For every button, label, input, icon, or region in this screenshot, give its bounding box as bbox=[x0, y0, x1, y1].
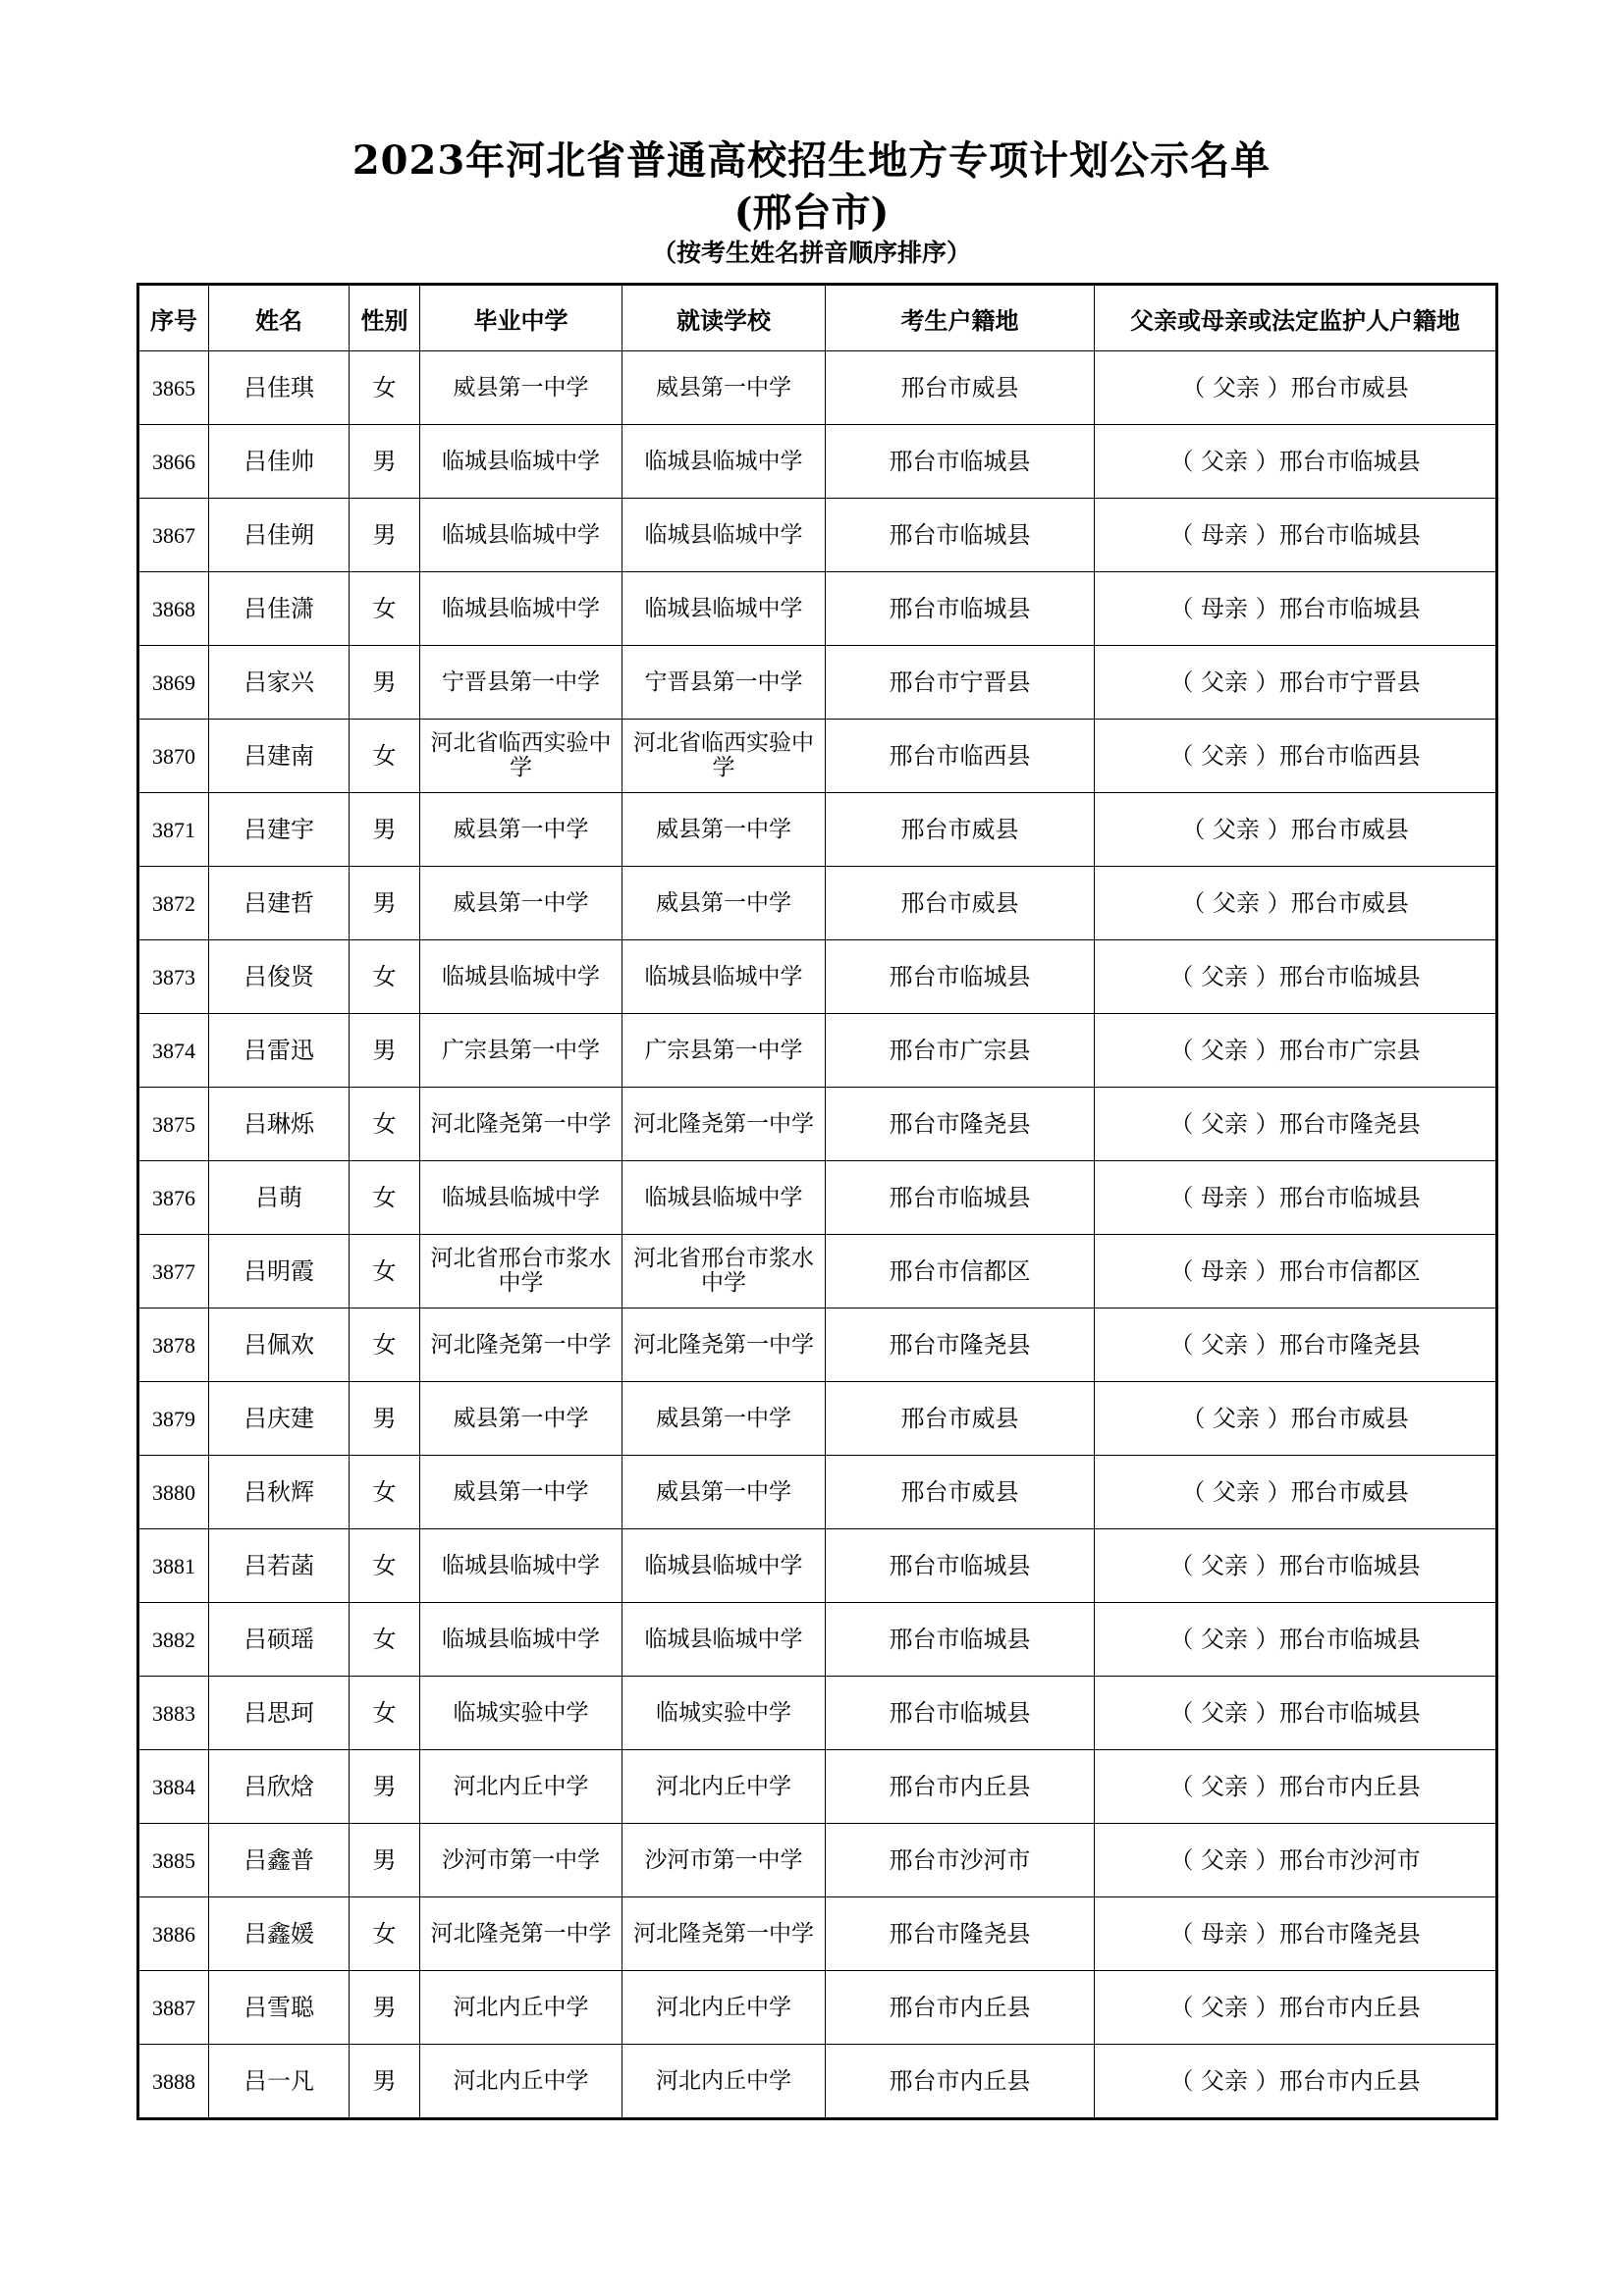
guardian-residence-cell: （ 父亲 ）邢台市内丘县 bbox=[1095, 1971, 1497, 2045]
seq-cell: 3884 bbox=[138, 1750, 209, 1824]
table-row bbox=[138, 1382, 1497, 1456]
current-school-cell: 河北隆尧第一中学 bbox=[622, 1088, 826, 1161]
name-cell: 吕建哲 bbox=[209, 867, 350, 940]
name-cell: 吕佳朔 bbox=[209, 499, 350, 572]
graduation-school-cell: 威县第一中学 bbox=[420, 351, 622, 425]
table-row bbox=[138, 720, 1497, 793]
seq-cell: 3870 bbox=[138, 720, 209, 793]
name-cell: 吕佳帅 bbox=[209, 425, 350, 499]
current-school-cell: 威县第一中学 bbox=[622, 1456, 826, 1529]
table-row bbox=[138, 940, 1497, 1014]
table-row bbox=[138, 1971, 1497, 2045]
name-cell: 吕鑫普 bbox=[209, 1824, 350, 1897]
student-residence-cell: 邢台市临城县 bbox=[826, 1161, 1095, 1235]
graduation-school-cell: 河北隆尧第一中学 bbox=[420, 1308, 622, 1382]
table-row bbox=[138, 1456, 1497, 1529]
student-residence-cell: 邢台市隆尧县 bbox=[826, 1897, 1095, 1971]
graduation-school-cell: 威县第一中学 bbox=[420, 1382, 622, 1456]
student-residence-cell: 邢台市临城县 bbox=[826, 499, 1095, 572]
name-cell: 吕建南 bbox=[209, 720, 350, 793]
student-residence-cell: 邢台市内丘县 bbox=[826, 2045, 1095, 2119]
seq-cell: 3877 bbox=[138, 1235, 209, 1308]
table-row bbox=[138, 499, 1497, 572]
name-cell: 吕明霞 bbox=[209, 1235, 350, 1308]
gender-cell: 女 bbox=[350, 1897, 420, 1971]
seq-cell: 3874 bbox=[138, 1014, 209, 1088]
current-school-cell: 临城县临城中学 bbox=[622, 499, 826, 572]
seq-cell: 3879 bbox=[138, 1382, 209, 1456]
current-school-cell: 河北隆尧第一中学 bbox=[622, 1308, 826, 1382]
guardian-residence-cell: （ 父亲 ）邢台市内丘县 bbox=[1095, 1750, 1497, 1824]
table-row bbox=[138, 1897, 1497, 1971]
table-row bbox=[138, 1824, 1497, 1897]
guardian-residence-cell: （ 父亲 ）邢台市临城县 bbox=[1095, 1529, 1497, 1603]
seq-cell: 3869 bbox=[138, 646, 209, 720]
name-cell: 吕雷迅 bbox=[209, 1014, 350, 1088]
graduation-school-cell: 广宗县第一中学 bbox=[420, 1014, 622, 1088]
student-residence-cell: 邢台市威县 bbox=[826, 1456, 1095, 1529]
current-school-cell: 河北省临西实验中学 bbox=[622, 720, 826, 793]
name-cell: 吕建宇 bbox=[209, 793, 350, 867]
current-school-cell: 河北内丘中学 bbox=[622, 1750, 826, 1824]
guardian-residence-cell: （ 母亲 ）邢台市临城县 bbox=[1095, 499, 1497, 572]
student-residence-cell: 邢台市内丘县 bbox=[826, 1971, 1095, 2045]
table-row bbox=[138, 1235, 1497, 1308]
guardian-residence-cell: （ 父亲 ）邢台市临城县 bbox=[1095, 425, 1497, 499]
gender-cell: 女 bbox=[350, 1456, 420, 1529]
gender-cell: 男 bbox=[350, 867, 420, 940]
student-residence-cell: 邢台市威县 bbox=[826, 1382, 1095, 1456]
header-name: 姓名 bbox=[209, 285, 350, 351]
document-subtitle: (邢台市) bbox=[733, 189, 890, 236]
table-body bbox=[138, 351, 1497, 2119]
header-seq: 序号 bbox=[138, 285, 209, 351]
current-school-cell: 广宗县第一中学 bbox=[622, 1014, 826, 1088]
seq-cell: 3880 bbox=[138, 1456, 209, 1529]
header-current-school: 就读学校 bbox=[622, 285, 826, 351]
gender-cell: 男 bbox=[350, 1971, 420, 2045]
name-cell: 吕秋辉 bbox=[209, 1456, 350, 1529]
graduation-school-cell: 威县第一中学 bbox=[420, 867, 622, 940]
header-gender: 性别 bbox=[350, 285, 420, 351]
gender-cell: 男 bbox=[350, 499, 420, 572]
guardian-residence-cell: （ 母亲 ）邢台市临城县 bbox=[1095, 572, 1497, 646]
roster-table bbox=[136, 283, 1498, 2120]
header-graduation-school: 毕业中学 bbox=[420, 285, 622, 351]
graduation-school-cell: 威县第一中学 bbox=[420, 1456, 622, 1529]
table-row bbox=[138, 646, 1497, 720]
name-cell: 吕萌 bbox=[209, 1161, 350, 1235]
table-row bbox=[138, 867, 1497, 940]
student-residence-cell: 邢台市宁晋县 bbox=[826, 646, 1095, 720]
graduation-school-cell: 沙河市第一中学 bbox=[420, 1824, 622, 1897]
guardian-residence-cell: （ 父亲 ）邢台市广宗县 bbox=[1095, 1014, 1497, 1088]
current-school-cell: 威县第一中学 bbox=[622, 1382, 826, 1456]
table-header-row bbox=[138, 285, 1497, 351]
gender-cell: 男 bbox=[350, 646, 420, 720]
student-residence-cell: 邢台市临城县 bbox=[826, 1677, 1095, 1750]
table-row bbox=[138, 572, 1497, 646]
gender-cell: 女 bbox=[350, 351, 420, 425]
name-cell: 吕硕瑶 bbox=[209, 1603, 350, 1677]
table-row bbox=[138, 425, 1497, 499]
seq-cell: 3882 bbox=[138, 1603, 209, 1677]
guardian-residence-cell: （ 父亲 ）邢台市内丘县 bbox=[1095, 2045, 1497, 2119]
table-row bbox=[138, 1088, 1497, 1161]
current-school-cell: 临城县临城中学 bbox=[622, 1161, 826, 1235]
seq-cell: 3875 bbox=[138, 1088, 209, 1161]
guardian-residence-cell: （ 母亲 ）邢台市临城县 bbox=[1095, 1161, 1497, 1235]
graduation-school-cell: 临城实验中学 bbox=[420, 1677, 622, 1750]
table-row bbox=[138, 1750, 1497, 1824]
seq-cell: 3866 bbox=[138, 425, 209, 499]
name-cell: 吕庆建 bbox=[209, 1382, 350, 1456]
gender-cell: 男 bbox=[350, 1750, 420, 1824]
gender-cell: 男 bbox=[350, 1382, 420, 1456]
guardian-residence-cell: （ 父亲 ）邢台市威县 bbox=[1095, 867, 1497, 940]
name-cell: 吕佳潇 bbox=[209, 572, 350, 646]
guardian-residence-cell: （ 父亲 ）邢台市隆尧县 bbox=[1095, 1308, 1497, 1382]
guardian-residence-cell: （ 父亲 ）邢台市威县 bbox=[1095, 1456, 1497, 1529]
table-row bbox=[138, 351, 1497, 425]
student-residence-cell: 邢台市临城县 bbox=[826, 940, 1095, 1014]
student-residence-cell: 邢台市威县 bbox=[826, 867, 1095, 940]
seq-cell: 3883 bbox=[138, 1677, 209, 1750]
guardian-residence-cell: （ 父亲 ）邢台市临城县 bbox=[1095, 940, 1497, 1014]
guardian-residence-cell: （ 父亲 ）邢台市临城县 bbox=[1095, 1603, 1497, 1677]
name-cell: 吕一凡 bbox=[209, 2045, 350, 2119]
table-row bbox=[138, 1603, 1497, 1677]
name-cell: 吕佩欢 bbox=[209, 1308, 350, 1382]
gender-cell: 男 bbox=[350, 793, 420, 867]
current-school-cell: 威县第一中学 bbox=[622, 351, 826, 425]
graduation-school-cell: 河北内丘中学 bbox=[420, 1750, 622, 1824]
current-school-cell: 临城县临城中学 bbox=[622, 1603, 826, 1677]
student-residence-cell: 邢台市临城县 bbox=[826, 1529, 1095, 1603]
current-school-cell: 威县第一中学 bbox=[622, 867, 826, 940]
graduation-school-cell: 宁晋县第一中学 bbox=[420, 646, 622, 720]
current-school-cell: 威县第一中学 bbox=[622, 793, 826, 867]
current-school-cell: 河北隆尧第一中学 bbox=[622, 1897, 826, 1971]
document-title: 2023年河北省普通高校招生地方专项计划公示名单 bbox=[352, 137, 1271, 184]
table-row bbox=[138, 1014, 1497, 1088]
current-school-cell: 沙河市第一中学 bbox=[622, 1824, 826, 1897]
table-row bbox=[138, 2045, 1497, 2119]
name-cell: 吕鑫媛 bbox=[209, 1897, 350, 1971]
graduation-school-cell: 河北隆尧第一中学 bbox=[420, 1897, 622, 1971]
table-row bbox=[138, 793, 1497, 867]
seq-cell: 3876 bbox=[138, 1161, 209, 1235]
student-residence-cell: 邢台市广宗县 bbox=[826, 1014, 1095, 1088]
gender-cell: 女 bbox=[350, 1161, 420, 1235]
student-residence-cell: 邢台市临城县 bbox=[826, 1603, 1095, 1677]
student-residence-cell: 邢台市临西县 bbox=[826, 720, 1095, 793]
table-row bbox=[138, 1529, 1497, 1603]
header-guardian-residence: 父亲或母亲或法定监护人户籍地 bbox=[1095, 285, 1497, 351]
seq-cell: 3885 bbox=[138, 1824, 209, 1897]
name-cell: 吕俊贤 bbox=[209, 940, 350, 1014]
graduation-school-cell: 河北省邢台市浆水中学 bbox=[420, 1235, 622, 1308]
gender-cell: 女 bbox=[350, 572, 420, 646]
graduation-school-cell: 临城县临城中学 bbox=[420, 1603, 622, 1677]
guardian-residence-cell: （ 母亲 ）邢台市隆尧县 bbox=[1095, 1897, 1497, 1971]
seq-cell: 3881 bbox=[138, 1529, 209, 1603]
table-row bbox=[138, 1161, 1497, 1235]
guardian-residence-cell: （ 父亲 ）邢台市威县 bbox=[1095, 793, 1497, 867]
name-cell: 吕家兴 bbox=[209, 646, 350, 720]
graduation-school-cell: 河北内丘中学 bbox=[420, 2045, 622, 2119]
graduation-school-cell: 临城县临城中学 bbox=[420, 425, 622, 499]
graduation-school-cell: 河北内丘中学 bbox=[420, 1971, 622, 2045]
seq-cell: 3872 bbox=[138, 867, 209, 940]
graduation-school-cell: 河北省临西实验中学 bbox=[420, 720, 622, 793]
gender-cell: 女 bbox=[350, 940, 420, 1014]
table-row bbox=[138, 1677, 1497, 1750]
seq-cell: 3886 bbox=[138, 1897, 209, 1971]
seq-cell: 3887 bbox=[138, 1971, 209, 2045]
name-cell: 吕欣焓 bbox=[209, 1750, 350, 1824]
graduation-school-cell: 临城县临城中学 bbox=[420, 499, 622, 572]
seq-cell: 3878 bbox=[138, 1308, 209, 1382]
gender-cell: 男 bbox=[350, 1014, 420, 1088]
student-residence-cell: 邢台市威县 bbox=[826, 351, 1095, 425]
student-residence-cell: 邢台市临城县 bbox=[826, 572, 1095, 646]
gender-cell: 女 bbox=[350, 1677, 420, 1750]
guardian-residence-cell: （ 父亲 ）邢台市沙河市 bbox=[1095, 1824, 1497, 1897]
guardian-residence-cell: （ 父亲 ）邢台市威县 bbox=[1095, 351, 1497, 425]
student-residence-cell: 邢台市威县 bbox=[826, 793, 1095, 867]
gender-cell: 女 bbox=[350, 1235, 420, 1308]
graduation-school-cell: 临城县临城中学 bbox=[420, 572, 622, 646]
current-school-cell: 河北内丘中学 bbox=[622, 1971, 826, 2045]
table-row bbox=[138, 1308, 1497, 1382]
gender-cell: 男 bbox=[350, 2045, 420, 2119]
gender-cell: 女 bbox=[350, 1308, 420, 1382]
graduation-school-cell: 河北隆尧第一中学 bbox=[420, 1088, 622, 1161]
graduation-school-cell: 威县第一中学 bbox=[420, 793, 622, 867]
current-school-cell: 临城实验中学 bbox=[622, 1677, 826, 1750]
current-school-cell: 河北内丘中学 bbox=[622, 2045, 826, 2119]
name-cell: 吕若菡 bbox=[209, 1529, 350, 1603]
guardian-residence-cell: （ 父亲 ）邢台市临城县 bbox=[1095, 1677, 1497, 1750]
graduation-school-cell: 临城县临城中学 bbox=[420, 1529, 622, 1603]
current-school-cell: 临城县临城中学 bbox=[622, 940, 826, 1014]
name-cell: 吕雪聪 bbox=[209, 1971, 350, 2045]
guardian-residence-cell: （ 父亲 ）邢台市威县 bbox=[1095, 1382, 1497, 1456]
guardian-residence-cell: （ 父亲 ）邢台市临西县 bbox=[1095, 720, 1497, 793]
seq-cell: 3867 bbox=[138, 499, 209, 572]
student-residence-cell: 邢台市信都区 bbox=[826, 1235, 1095, 1308]
guardian-residence-cell: （ 父亲 ）邢台市隆尧县 bbox=[1095, 1088, 1497, 1161]
seq-cell: 3873 bbox=[138, 940, 209, 1014]
gender-cell: 男 bbox=[350, 425, 420, 499]
gender-cell: 女 bbox=[350, 720, 420, 793]
gender-cell: 女 bbox=[350, 1088, 420, 1161]
name-cell: 吕思珂 bbox=[209, 1677, 350, 1750]
seq-cell: 3868 bbox=[138, 572, 209, 646]
sort-note: （按考生姓名拼音顺序排序） bbox=[651, 239, 971, 267]
seq-cell: 3871 bbox=[138, 793, 209, 867]
name-cell: 吕琳烁 bbox=[209, 1088, 350, 1161]
name-cell: 吕佳琪 bbox=[209, 351, 350, 425]
seq-cell: 3888 bbox=[138, 2045, 209, 2119]
student-residence-cell: 邢台市内丘县 bbox=[826, 1750, 1095, 1824]
gender-cell: 男 bbox=[350, 1824, 420, 1897]
current-school-cell: 河北省邢台市浆水中学 bbox=[622, 1235, 826, 1308]
gender-cell: 女 bbox=[350, 1603, 420, 1677]
graduation-school-cell: 临城县临城中学 bbox=[420, 1161, 622, 1235]
guardian-residence-cell: （ 母亲 ）邢台市信都区 bbox=[1095, 1235, 1497, 1308]
current-school-cell: 临城县临城中学 bbox=[622, 572, 826, 646]
gender-cell: 女 bbox=[350, 1529, 420, 1603]
student-residence-cell: 邢台市沙河市 bbox=[826, 1824, 1095, 1897]
current-school-cell: 宁晋县第一中学 bbox=[622, 646, 826, 720]
current-school-cell: 临城县临城中学 bbox=[622, 425, 826, 499]
student-residence-cell: 邢台市隆尧县 bbox=[826, 1088, 1095, 1161]
current-school-cell: 临城县临城中学 bbox=[622, 1529, 826, 1603]
student-residence-cell: 邢台市临城县 bbox=[826, 425, 1095, 499]
student-residence-cell: 邢台市隆尧县 bbox=[826, 1308, 1095, 1382]
graduation-school-cell: 临城县临城中学 bbox=[420, 940, 622, 1014]
header-student-residence: 考生户籍地 bbox=[826, 285, 1095, 351]
seq-cell: 3865 bbox=[138, 351, 209, 425]
guardian-residence-cell: （ 父亲 ）邢台市宁晋县 bbox=[1095, 646, 1497, 720]
